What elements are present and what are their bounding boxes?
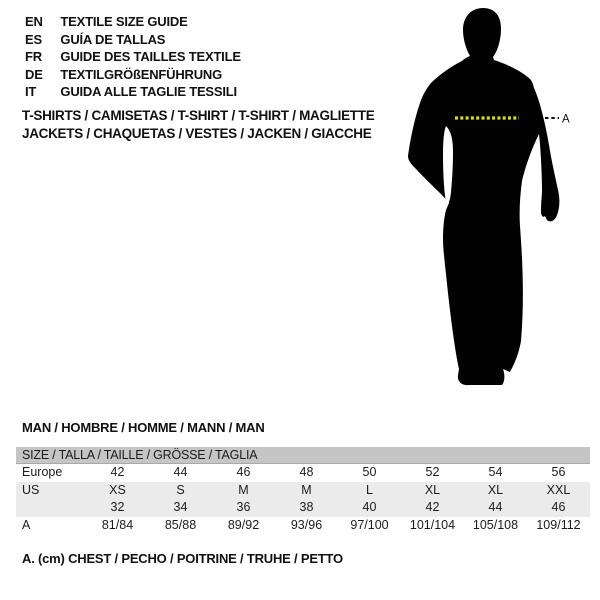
size-cell: XL xyxy=(487,482,504,497)
size-cell: XL xyxy=(424,482,441,497)
size-cell: L xyxy=(366,482,373,497)
language-row xyxy=(25,13,241,31)
size-cell: 56 xyxy=(551,465,566,479)
size-cell: 52 xyxy=(425,465,440,479)
category-list xyxy=(22,107,374,143)
size-cell: 93/96 xyxy=(290,517,323,532)
size-cell: 46 xyxy=(551,500,566,514)
size-cell: M xyxy=(238,482,249,497)
chest-measure-footnote: A. (cm) CHEST / PECHO / POITRINE / TRUHE / PETTO xyxy=(22,551,343,566)
size-table xyxy=(16,447,590,534)
man-body-shape xyxy=(408,8,559,385)
language-row xyxy=(25,83,241,101)
language-code: DE xyxy=(25,66,43,82)
size-cell: 32 xyxy=(110,500,125,514)
size-cell: 109/112 xyxy=(536,517,581,532)
language-title: GUÍA DE TALLAS xyxy=(60,31,166,47)
size-cell: 81/84 xyxy=(101,517,134,532)
language-title: GUIDE DES TAILLES TEXTILE xyxy=(60,49,241,64)
language-list xyxy=(25,13,241,101)
row-label: US xyxy=(22,482,40,497)
size-cell: XS xyxy=(109,482,126,497)
size-cell: 101/104 xyxy=(409,517,456,532)
language-row xyxy=(25,48,241,66)
size-cell: 50 xyxy=(362,465,377,479)
size-cell: 42 xyxy=(110,465,125,479)
size-cell: 42 xyxy=(425,500,440,514)
size-cell: 46 xyxy=(236,465,251,479)
section-title-man: MAN / HOMBRE / HOMME / MANN / MAN xyxy=(22,420,265,435)
language-title: GUIDA ALLE TAGLIE TESSILI xyxy=(60,84,237,99)
size-cell: 44 xyxy=(173,465,188,479)
size-cell: 105/108 xyxy=(472,517,519,532)
size-table-header: SIZE / TALLA / TAILLE / GRÖSSE / TAGLIA xyxy=(16,447,590,464)
size-cell: 44 xyxy=(488,500,503,514)
size-cell: 40 xyxy=(362,500,377,514)
size-cell: 89/92 xyxy=(227,517,260,532)
row-label: A xyxy=(22,517,31,532)
size-table-row-numeric xyxy=(16,499,590,517)
size-cell: 34 xyxy=(173,500,188,514)
language-code: IT xyxy=(25,84,37,99)
row-label xyxy=(16,499,86,517)
size-cell: 48 xyxy=(299,465,314,479)
size-cell: 85/88 xyxy=(164,517,197,532)
size-table-row-chest xyxy=(16,517,590,535)
category-jackets: JACKETS / CHAQUETAS / VESTES / JACKEN / GIACCHE xyxy=(22,126,372,141)
size-cell: 38 xyxy=(299,500,314,514)
size-cell: M xyxy=(301,482,312,497)
language-row xyxy=(25,31,241,49)
size-table-row-us xyxy=(16,482,590,500)
language-title: TEXTILGRÖßENFÜHRUNG xyxy=(60,66,223,82)
language-code: ES xyxy=(25,31,42,47)
size-cell: XXL xyxy=(546,482,571,497)
language-code: EN xyxy=(25,14,43,29)
language-title: TEXTILE SIZE GUIDE xyxy=(60,14,188,29)
row-label: Europe xyxy=(22,465,63,479)
category-tshirts: T-SHIRTS / CAMISETAS / T-SHIRT / T-SHIRT / MAGLIETTE xyxy=(22,108,375,123)
size-cell: 36 xyxy=(236,500,251,514)
man-silhouette xyxy=(400,6,570,396)
size-cell: 54 xyxy=(488,465,503,479)
language-code: FR xyxy=(25,49,42,64)
size-cell: 97/100 xyxy=(350,517,389,532)
language-row xyxy=(25,66,241,84)
measure-label-a: A xyxy=(562,113,570,126)
size-cell: S xyxy=(176,482,185,497)
size-table-row-europe xyxy=(16,464,590,482)
